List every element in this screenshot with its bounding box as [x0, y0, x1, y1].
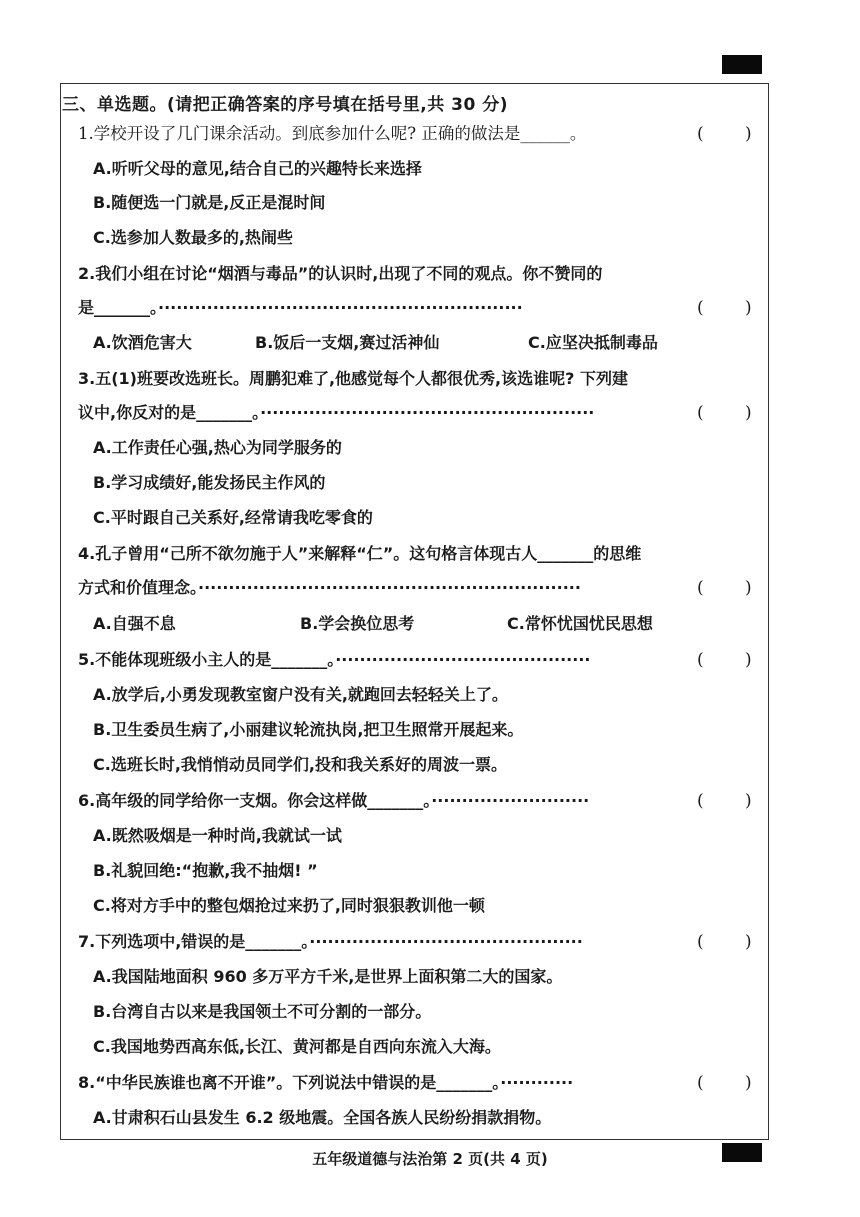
- question-4-option-c: C.常怀忧国忧民思想: [507, 614, 653, 633]
- question-8-option-a: A.甘肃积石山县发生 6.2 级地震。全国各族人民纷纷捐款捐物。: [93, 1108, 552, 1127]
- question-4-stem-line2: 方式和价值理念。·······························································: [78, 578, 581, 597]
- question-8-stem: 8.“中华民族谁也离不开谁”。下列说法中错误的是_______。············: [78, 1073, 574, 1092]
- question-3-option-c: C.平时跟自己关系好,经常请我吃零食的: [93, 508, 373, 527]
- question-7-answer-blank[interactable]: ( ): [697, 932, 752, 952]
- question-1-stem: 1.学校开设了几门课余活动。到底参加什么呢? 正确的做法是______。: [78, 124, 587, 143]
- question-4-option-a: A.自强不息: [93, 614, 176, 633]
- question-5-option-a: A.放学后,小勇发现教室窗户没有关,就跑回去轻轻关上了。: [93, 685, 508, 704]
- question-3-answer-blank[interactable]: ( ): [697, 403, 752, 423]
- question-7-stem: 7.下列选项中,错误的是_______。·············································: [78, 932, 583, 951]
- question-2-stem-line1: 2.我们小组在讨论“烟酒与毒品”的认识时,出现了不同的观点。你不赞同的: [78, 264, 603, 283]
- question-1-option-a: A.听听父母的意见,结合自己的兴趣特长来选择: [93, 159, 422, 178]
- question-7-option-a: A.我国陆地面积 960 多万平方千米,是世界上面积第二大的国家。: [93, 967, 563, 986]
- question-8-answer-blank[interactable]: ( ): [697, 1073, 752, 1093]
- question-1-option-b: B.随便选一门就是,反正是混时间: [93, 193, 326, 212]
- question-6-option-a: A.既然吸烟是一种时尚,我就试一试: [93, 826, 342, 845]
- question-4-option-b: B.学会换位思考: [300, 614, 415, 633]
- question-6-option-b: B.礼貌回绝:“抱歉,我不抽烟! ”: [93, 861, 318, 880]
- registration-marker-top: [722, 55, 762, 74]
- section-title: 三、单选题。(请把正确答案的序号填在括号里,共 30 分): [62, 95, 508, 115]
- question-2-option-b: B.饭后一支烟,赛过活神仙: [255, 333, 440, 352]
- question-3-stem-line2: 议中,你反对的是_______。·······················································: [78, 403, 595, 422]
- question-3-stem-line1: 3.五(1)班要改选班长。周鹏犯难了,他感觉每个人都很优秀,该选谁呢? 下列建: [78, 369, 628, 388]
- question-6-option-c: C.将对方手中的整包烟抢过来扔了,同时狠狠教训他一顿: [93, 896, 485, 915]
- question-2-option-a: A.饮酒危害大: [93, 333, 192, 352]
- question-7-option-b: B.台湾自古以来是我国领土不可分割的一部分。: [93, 1002, 432, 1021]
- question-5-option-b: B.卫生委员生病了,小丽建议轮流执岗,把卫生照常开展起来。: [93, 720, 524, 739]
- question-1-answer-blank[interactable]: ( ): [697, 124, 752, 144]
- question-3-option-a: A.工作责任心强,热心为同学服务的: [93, 438, 342, 457]
- question-4-stem-line1: 4.孔子曾用“己所不欲勿施于人”来解释“仁”。这句格言体现古人_______的思维: [78, 544, 642, 563]
- question-7-option-c: C.我国地势西高东低,长江、黄河都是自西向东流入大海。: [93, 1037, 501, 1056]
- question-2-answer-blank[interactable]: ( ): [697, 298, 752, 318]
- question-5-option-c: C.选班长时,我悄悄动员同学们,投和我关系好的周波一票。: [93, 755, 507, 774]
- page-footer: 五年级道德与法治第 2 页(共 4 页): [312, 1150, 548, 1168]
- question-6-answer-blank[interactable]: ( ): [697, 791, 752, 811]
- question-6-stem: 6.高年级的同学给你一支烟。你会这样做_______。··························: [78, 791, 590, 810]
- question-3-option-b: B.学习成绩好,能发扬民主作风的: [93, 473, 326, 492]
- registration-marker-bottom: [722, 1143, 762, 1162]
- question-2-option-c: C.应坚决抵制毒品: [528, 333, 658, 352]
- question-5-answer-blank[interactable]: ( ): [697, 650, 752, 670]
- question-4-answer-blank[interactable]: ( ): [697, 578, 752, 598]
- question-1-option-c: C.选参加人数最多的,热闹些: [93, 228, 293, 247]
- question-5-stem: 5.不能体现班级小主人的是_______。··········································: [78, 650, 591, 669]
- question-2-stem-line2: 是_______。····························································: [78, 298, 523, 317]
